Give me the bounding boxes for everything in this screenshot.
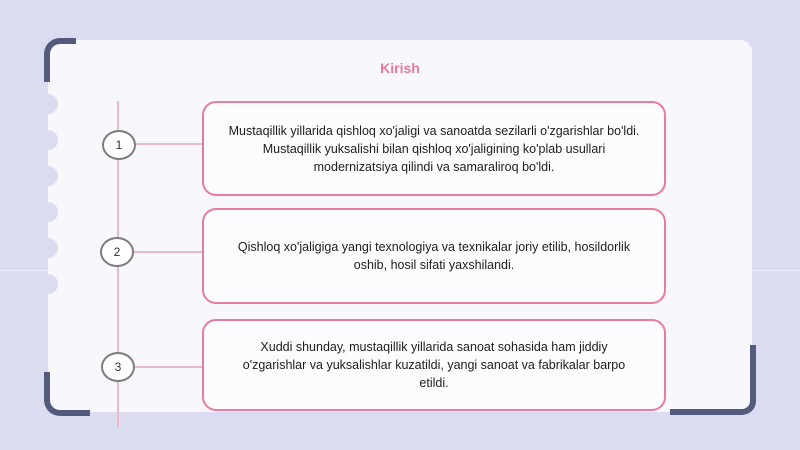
content-box <box>202 319 666 411</box>
corner-bracket-bottom-right <box>670 345 756 415</box>
binder-hole <box>38 238 58 258</box>
step-number-badge: 2 <box>100 237 134 267</box>
content-text: Xuddi shunday, mustaqillik yillarida sanoat sohasida ham jiddiy o'zgarishlar va yuksalishlar kuzatildi, yangi sanoat va fabrikalar barpo etildi. <box>242 340 626 390</box>
content-box <box>202 101 666 196</box>
binder-hole <box>38 130 58 150</box>
content-text: Mustaqillik yillarida qishloq xo'jaligi va sanoatda sezilarli o'zgarishlar bo'ldi. Mustaqillik yuksalishi bilan qishloq xo'jaligining ko'plab usullari modernizatsiya qilindi va samaraliroq bo'ldi. <box>228 123 640 174</box>
content-box <box>202 208 666 304</box>
binder-hole <box>38 166 58 186</box>
timeline-connector <box>132 251 202 253</box>
corner-bracket-bottom-left <box>44 372 90 416</box>
timeline-connector <box>132 366 202 368</box>
step-number-badge: 3 <box>101 352 135 382</box>
content-text: Qishloq xo'jaligiga yangi texnologiya va texnikalar joriy etilib, hosildorlik oshib, hosil sifati yaxshilandi. <box>237 240 631 272</box>
binder-hole <box>38 202 58 222</box>
binder-hole <box>38 94 58 114</box>
page-title: Kirish <box>380 60 420 76</box>
step-number-badge: 1 <box>102 130 136 160</box>
binder-hole <box>38 274 58 294</box>
timeline-connector <box>132 143 202 145</box>
